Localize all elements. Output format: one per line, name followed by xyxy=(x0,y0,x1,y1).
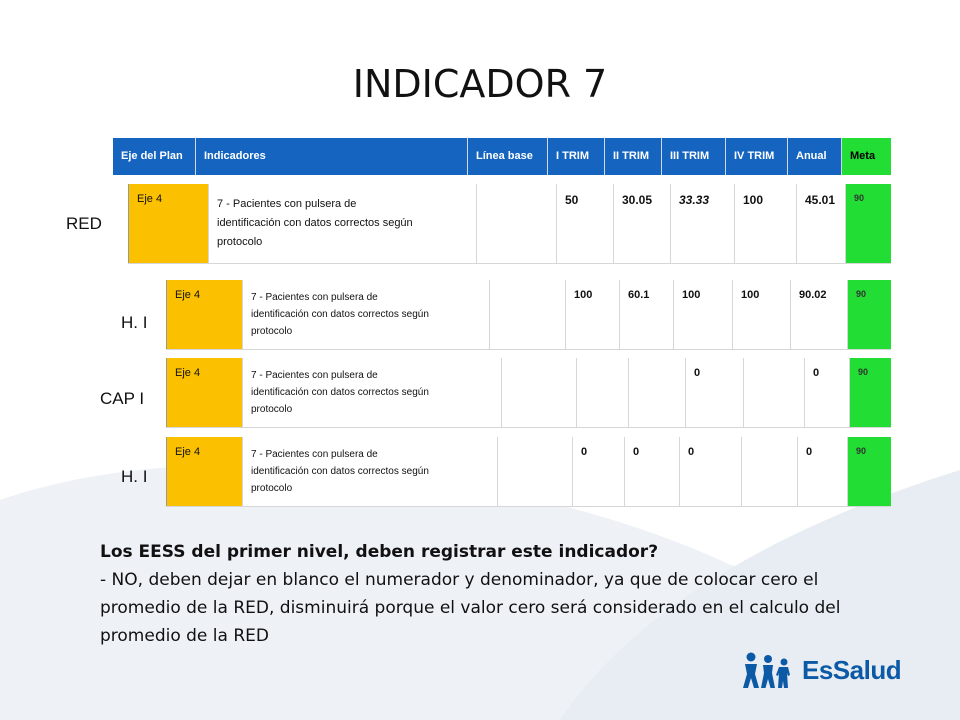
meta-value: 90 xyxy=(846,184,891,264)
indicator-line: protocolo xyxy=(251,483,293,494)
meta-value: 90 xyxy=(850,358,891,428)
indicator-cell xyxy=(243,280,490,350)
trim4-value: 100 xyxy=(735,184,797,264)
trim3-value: 100 xyxy=(674,280,733,350)
indicator-cell xyxy=(243,437,498,507)
table-row-red xyxy=(128,184,891,264)
meta-value: 90 xyxy=(848,437,891,507)
linea-base-cell xyxy=(477,184,557,264)
trim4-value xyxy=(742,437,798,507)
row-label-cap1: CAP I xyxy=(100,389,145,408)
explanation-text xyxy=(100,538,890,650)
linea-base-cell xyxy=(498,437,573,507)
row-label-h1: H. I xyxy=(121,313,148,332)
linea-base-cell xyxy=(490,280,566,350)
header-i-trim: I TRIM xyxy=(548,138,605,175)
indicator-line: 7 - Pacientes con pulsera de xyxy=(251,292,378,303)
header-iv-trim: IV TRIM xyxy=(726,138,788,175)
table-row-h1-second xyxy=(166,437,891,507)
anual-value: 90.02 xyxy=(791,280,848,350)
trim2-value: 30.05 xyxy=(614,184,671,264)
indicator-line: identificación con datos correctos según xyxy=(251,466,429,477)
header-indicadores: Indicadores xyxy=(196,138,468,175)
slide-title: INDICADOR 7 xyxy=(352,62,608,106)
indicator-line: protocolo xyxy=(251,404,293,415)
header-linea-base: Línea base xyxy=(468,138,548,175)
trim2-value: 60.1 xyxy=(620,280,674,350)
indicator-line: protocolo xyxy=(251,326,293,337)
header-ii-trim: II TRIM xyxy=(605,138,662,175)
indicator-cell xyxy=(209,184,477,264)
trim4-value xyxy=(744,358,805,428)
row-divider xyxy=(128,263,891,264)
indicator-line: identificación con datos correctos según xyxy=(217,217,413,229)
anual-value: 0 xyxy=(798,437,848,507)
trim1-value: 100 xyxy=(566,280,620,350)
trim2-value: 0 xyxy=(625,437,680,507)
anual-value: 0 xyxy=(805,358,850,428)
row-divider xyxy=(166,506,891,507)
eje-cell: Eje 4 xyxy=(166,280,243,350)
indicator-line: identificación con datos correctos según xyxy=(251,387,429,398)
indicator-line: 7 - Pacientes con pulsera de xyxy=(251,449,378,460)
indicator-line: 7 - Pacientes con pulsera de xyxy=(251,370,378,381)
header-iii-trim: III TRIM xyxy=(662,138,726,175)
trim1-value: 0 xyxy=(573,437,625,507)
trim3-value: 0 xyxy=(686,358,744,428)
row-divider xyxy=(166,349,891,350)
table-header xyxy=(113,138,891,175)
answer-text: - NO, deben dejar en blanco el numerador y denominador, ya que de colocar cero el promedio de la RED, disminuirá porque el valor cero será considerado en el calculo del promedio de la RED xyxy=(100,570,841,646)
trim1-value: 50 xyxy=(557,184,614,264)
trim3-value: 33.33 xyxy=(671,184,735,264)
eje-cell: Eje 4 xyxy=(166,358,243,428)
indicator-line: 7 - Pacientes con pulsera de xyxy=(217,198,357,210)
family-figures-icon xyxy=(742,650,798,690)
row-divider xyxy=(166,427,891,428)
header-eje-del-plan: Eje del Plan xyxy=(113,138,196,175)
indicator-line: identificación con datos correctos según xyxy=(251,309,429,320)
question-text: Los EESS del primer nivel, deben registrar este indicador? xyxy=(100,542,659,562)
essalud-logo xyxy=(742,650,901,690)
eje-cell: Eje 4 xyxy=(128,184,209,264)
trim2-value xyxy=(629,358,686,428)
trim3-value: 0 xyxy=(680,437,742,507)
meta-value: 90 xyxy=(848,280,891,350)
header-meta: Meta xyxy=(842,138,891,175)
logo-text: EsSalud xyxy=(802,654,902,685)
indicator-cell xyxy=(243,358,502,428)
row-label-h1-second: H. I xyxy=(121,467,148,486)
linea-base-cell xyxy=(502,358,577,428)
table-row-h1 xyxy=(166,280,891,350)
eje-cell: Eje 4 xyxy=(166,437,243,507)
row-label-red: RED xyxy=(66,214,102,233)
header-anual: Anual xyxy=(788,138,842,175)
trim1-value xyxy=(577,358,629,428)
anual-value: 45.01 xyxy=(797,184,846,264)
table-row-cap1 xyxy=(166,358,891,428)
trim4-value: 100 xyxy=(733,280,791,350)
indicator-line: protocolo xyxy=(217,236,263,248)
